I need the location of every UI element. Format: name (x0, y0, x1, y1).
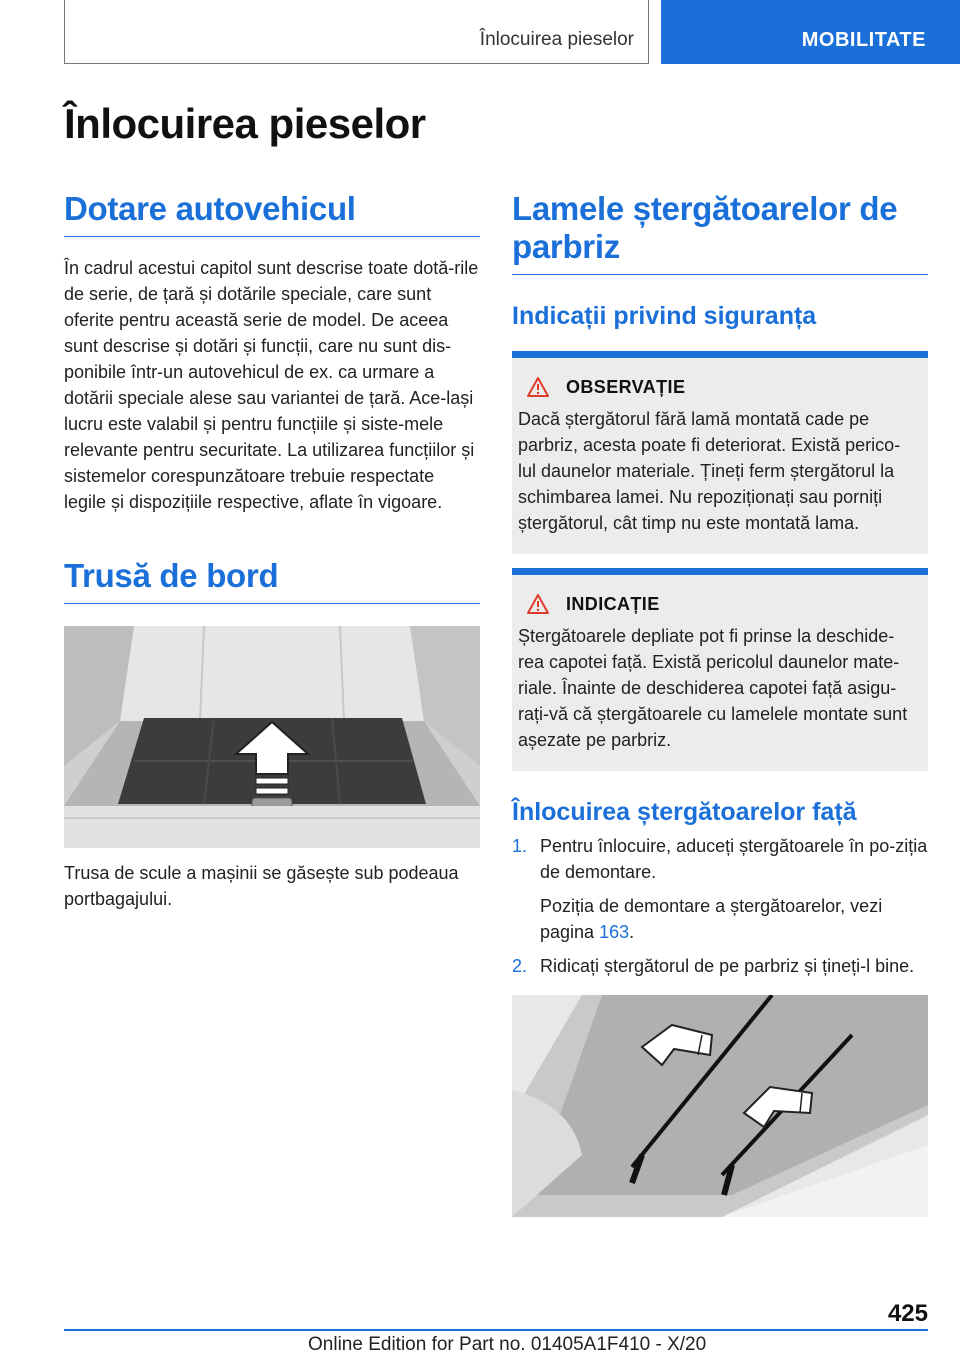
equipment-text: În cadrul acestui capitol sunt descrise toate dotă-rile de serie, de țară și dotările speciale, care sunt oferite pentru această serie de model. De aceea sunt descrise și dotări și funcții, care nu sunt dis-ponibile într-un autovehicul de ex. ca urmare a dotării speciale alese sau variantei de țară. Ace-lași lucru este valabil și pentru funcțiile și siste-mele relevante pentru securitate. La utilizarea funcțiilor și sistemelor corespunzătoare trebuie respectate legile și dispozițiile respective, aflate în vigoare. (64, 258, 479, 512)
notice-text: Dacă ștergătorul fără lamă montată cade pe parbriz, acesta poate fi deteriorat. Există perico-lul daunelor materiale. Țineți ferm ștergătorul la schimbarea lamei. Nu repoziționați sau porniți ștergătorul, cât timp nu este montată lama. (518, 409, 901, 533)
wiper-image (512, 995, 928, 1217)
step-subtext-end: . (629, 922, 635, 942)
step-text: Ridicați ștergătorul de pe parbriz și țineți-l bine. (540, 956, 915, 976)
step-text: Pentru înlocuire, aduceți ștergătoarele în po-ziția de demontare. (540, 836, 928, 882)
hint-text: Ștergătoarele depliate pot fi prinse la deschide-rea capotei față. Există pericolul daunelor mate-riale. Înainte de deschiderea capotei față asigu-rați-vă că ștergătoarele cu lamelele montate sunt așezate pe parbriz. (518, 626, 908, 750)
safety-heading: Indicații privind siguranța (512, 302, 817, 330)
warning-triangle-icon (526, 376, 550, 398)
step-number: 1. (512, 836, 528, 856)
warning-triangle-icon (526, 593, 550, 615)
step-number: 2. (512, 956, 528, 976)
notice-label: OBSERVAȚIE (566, 376, 686, 397)
left-column (64, 190, 480, 912)
header-section-title: Înlocuirea pieselor (479, 29, 634, 50)
right-column (512, 190, 928, 1217)
hint-header (526, 593, 916, 615)
header-section-tab (64, 0, 649, 64)
step-subtext-body: Poziția de demontare a ștergătoarelor, vezi pagina (540, 896, 883, 942)
list-item (512, 953, 928, 979)
replace-heading: Înlocuirea ștergătoarelor față (512, 798, 857, 826)
hint-box (512, 568, 928, 771)
notice-header (526, 376, 916, 398)
step-subtext (540, 893, 928, 945)
page-number: 425 (887, 1300, 928, 1327)
page-ref-link[interactable]: 163 (599, 922, 630, 942)
footer-divider (64, 1329, 928, 1331)
list-item (512, 833, 928, 945)
header-chapter-tab (661, 0, 960, 64)
header-chapter-label: MOBILITATE (801, 29, 926, 51)
notice-box (512, 351, 928, 554)
page-title: Înlocuirea pieselor (64, 100, 426, 147)
toolkit-caption: Trusa de scule a mașinii se găsește sub podeaua portbagajului. (64, 863, 459, 909)
trunk-toolkit-image (64, 626, 480, 848)
hint-label: INDICAȚIE (566, 593, 660, 614)
footer-edition: Online Edition for Part no. 01405A1F410 - X/20 (308, 1334, 707, 1355)
wipers-heading: Lamele ștergătoarelor de parbriz (512, 190, 928, 275)
toolkit-heading: Trusă de bord (64, 557, 480, 604)
equipment-heading: Dotare autovehicul (64, 190, 480, 237)
steps-list (512, 833, 928, 979)
